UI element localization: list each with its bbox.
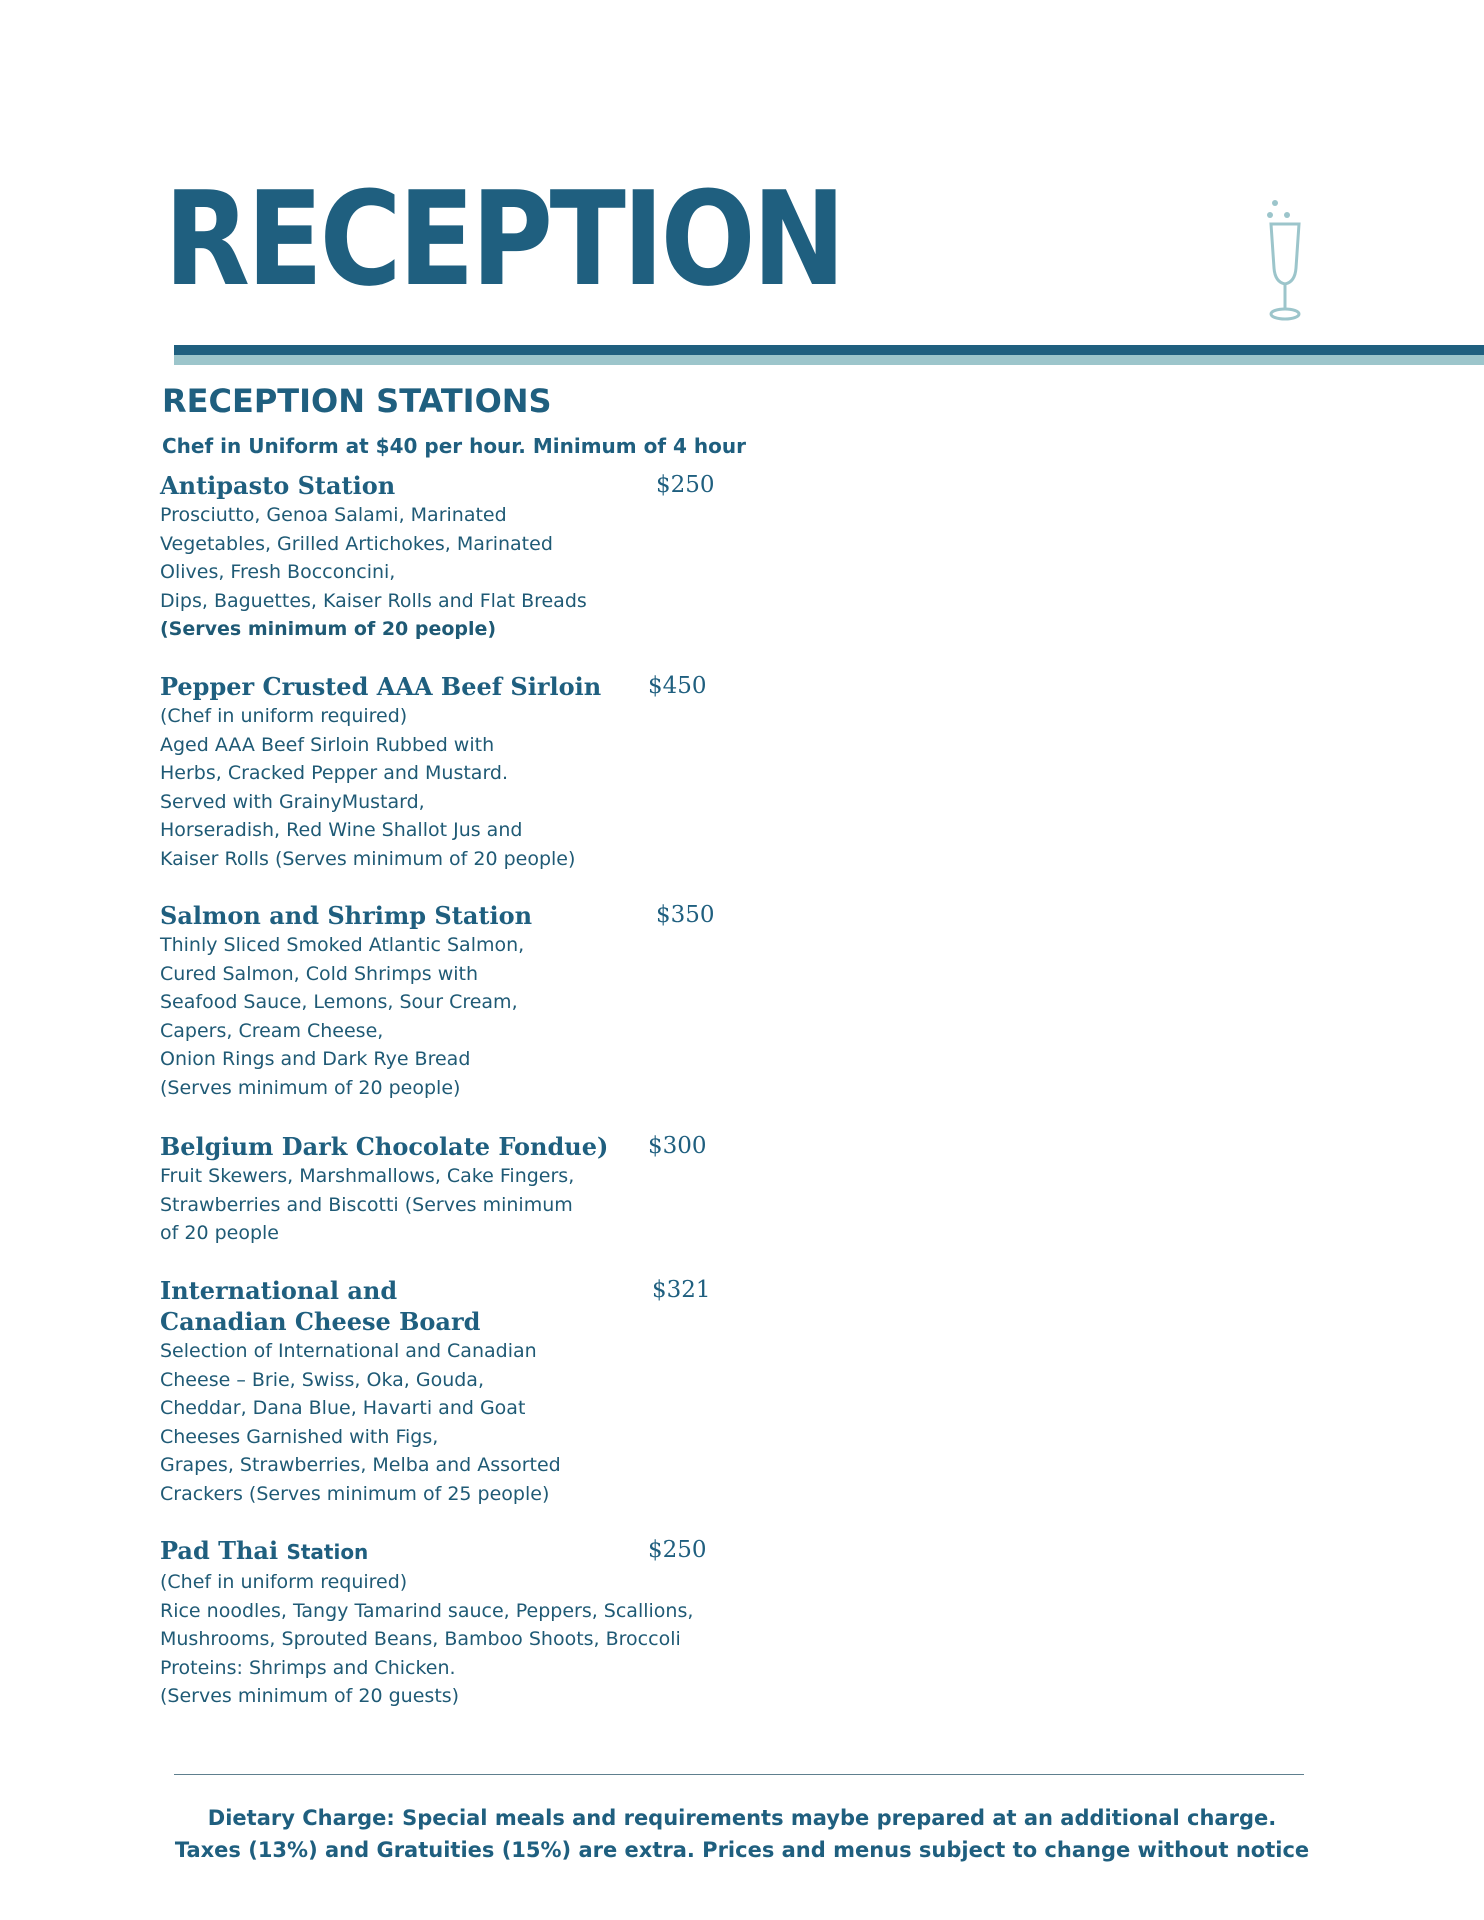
station-name: Salmon and Shrimp Station <box>160 901 533 930</box>
footer-taxes-note: Taxes (13%) and Gratuities (15%) are extra. Prices and menus subject to change without notice <box>174 1838 1310 1862</box>
station-beef-sirloin <box>160 671 720 873</box>
station-price: $350 <box>656 902 715 928</box>
station-price: $321 <box>652 1277 711 1303</box>
station-name: Antipasto Station <box>160 471 396 500</box>
station-name: Pepper Crusted AAA Beef Sirloin <box>160 672 602 701</box>
footer-dietary-note: Dietary Charge: Special meals and requirements maybe prepared at an additional charge. <box>207 1806 1277 1830</box>
header-rule-dark <box>174 345 1484 355</box>
station-price: $250 <box>648 1537 707 1563</box>
station-description: Thinly Sliced Smoked Atlantic Salmon, Cured Salmon, Cold Shrimps with Seafood Sauce, Lemons, Sour Cream, Capers, Cream Cheese, Onion Rings and Dark Rye Bread (Serves minimum of 20 people) <box>160 934 525 1099</box>
station-name <box>160 1535 560 1568</box>
section-subtitle: Chef in Uniform at $40 per hour. Minimum of 4 hour <box>162 434 746 458</box>
station-pad-thai <box>160 1535 720 1711</box>
page-title: RECEPTION <box>164 163 843 315</box>
station-cheese-board <box>160 1275 720 1508</box>
champagne-glass-icon <box>1262 198 1308 322</box>
station-note: (Serves minimum of 20 people) <box>160 618 497 640</box>
station-name: International and Canadian Cheese Board <box>160 1276 481 1336</box>
station-name: Belgium Dark Chocolate Fondue) <box>160 1132 609 1161</box>
section-title: RECEPTION STATIONS <box>162 382 552 420</box>
station-price: $450 <box>648 673 707 699</box>
station-price: $300 <box>648 1133 707 1159</box>
header-rule-light <box>174 355 1484 365</box>
footer-rule <box>174 1774 1304 1775</box>
station-name-suffix: Station <box>286 1540 369 1564</box>
station-description: Fruit Skewers, Marshmallows, Cake Fingers, Strawberries and Biscotti (Serves minimum of 20 people <box>160 1165 575 1244</box>
station-description: (Chef in uniform required) Aged AAA Beef Sirloin Rubbed with Herbs, Cracked Pepper and Mustard. Served with GrainyMustard, Horseradish, Red Wine Shallot Jus and Kaiser Rolls (Serves minimum of 20 people) <box>160 705 576 870</box>
station-price: $250 <box>656 472 715 498</box>
station-antipasto <box>160 470 720 644</box>
station-salmon-shrimp <box>160 900 720 1102</box>
station-description: Selection of International and Canadian Cheese – Brie, Swiss, Oka, Gouda, Cheddar, Dana Blue, Havarti and Goat Cheeses Garnished with Figs, Grapes, Strawberries, Melba and Assorted Crackers (Serves minimum of 25 people) <box>160 1340 561 1505</box>
station-chocolate-fondue <box>160 1131 720 1248</box>
station-description: Prosciutto, Genoa Salami, Marinated Vegetables, Grilled Artichokes, Marinated Olives, Fresh Bocconcini, Dips, Baguettes, Kaiser Rolls and Flat Breads <box>160 504 587 612</box>
station-description: (Chef in uniform required) Rice noodles, Tangy Tamarind sauce, Peppers, Scallions, Mushrooms, Sprouted Beans, Bamboo Shoots, Broccoli Proteins: Shrimps and Chicken. (Serves minimum of 20 guests) <box>160 1571 694 1707</box>
station-name-main: Pad Thai <box>160 1536 279 1565</box>
